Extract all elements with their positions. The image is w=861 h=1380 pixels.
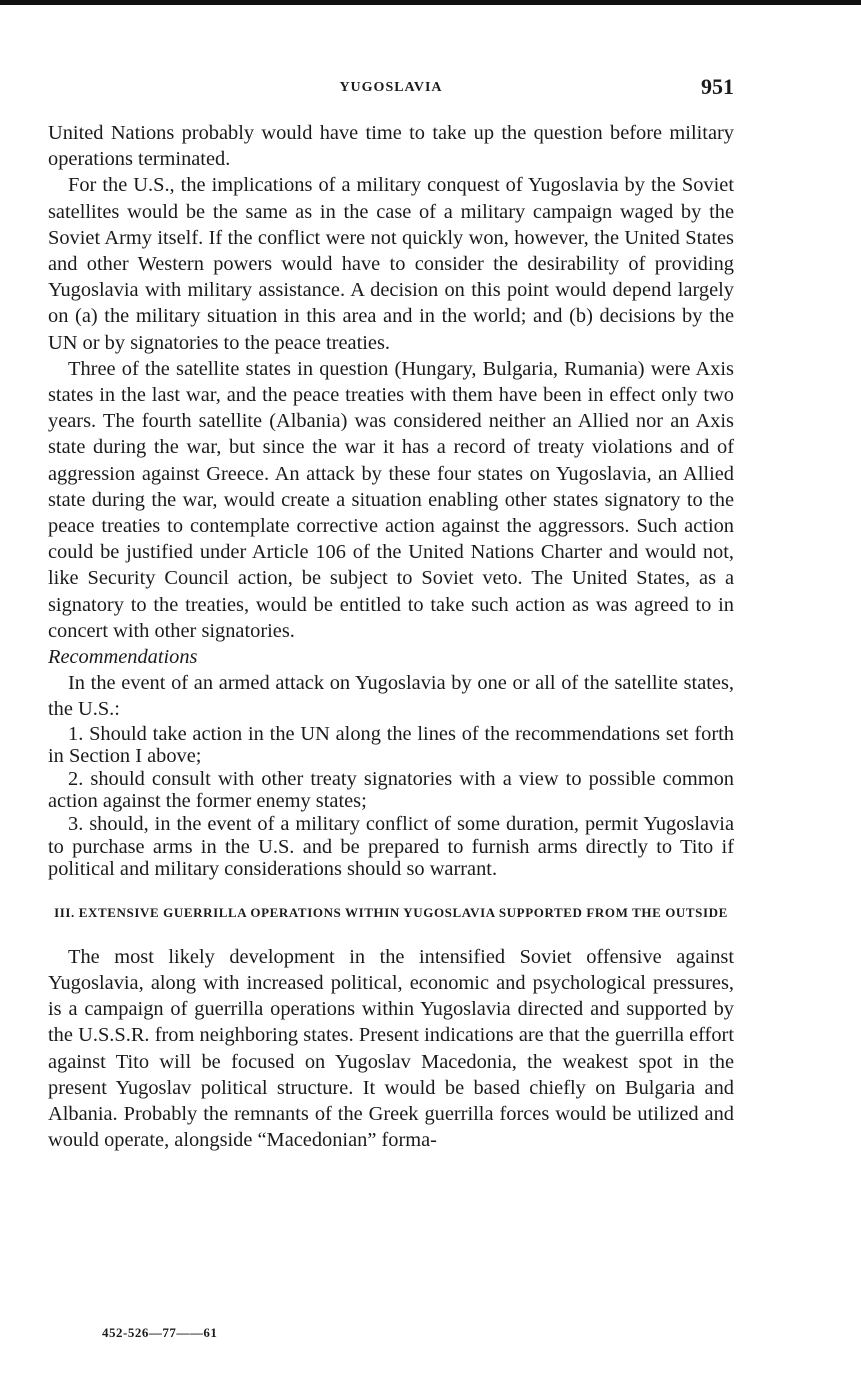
section-iii-heading: III. EXTENSIVE GUERRILLA OPERATIONS WITHIN YUGOSLAVIA SUPPORTED FROM THE OUTSIDE	[54, 904, 728, 920]
section-iii-paragraph: The most likely development in the intensified Soviet offensive against Yugoslavia, along with increased political, economic and psychological pressures, is a campaign of guerrilla operations within Yugoslavia directed and supported by the U.S.S.R. from neighboring states. Present indications are that the guerrilla effort against Tito will be focused on Yugoslav Macedonia, the weakest spot in the present Yugoslav political structure. It would be based chiefly on Bulgaria and Albania. Probably the remnants of the Greek guerrilla forces would be utilized and would operate, alongside “Macedonian” forma-	[48, 945, 734, 1152]
paragraph-satellite-states: Three of the satellite states in question (Hungary, Bulgaria, Rumania) were Axis states in the last war, and the peace treaties with them have been in effect only two years. The fourth satellite (Albania) was considered neither an Allied nor an Axis state during the war, but since the war it has a record of treaty violations and of aggression against Greece. An attack by these four states on Yugoslavia, an Allied state during the war, would create a situation enabling other states signatory to the peace treaties to contemplate corrective action against the aggressors. Such action could be justified under Article 106 of the United Nations Charter and would not, like Security Council action, be subject to Soviet veto. The United States, as a signatory to the treaties, would be entitled to take such action as was agreed to in concert with other signatories.	[48, 357, 734, 642]
paragraph-implications: For the U.S., the implications of a military conquest of Yugoslavia by the Soviet satellites would be the same as in the case of a military campaign waged by the Soviet Army itself. If the conflict were not quickly won, however, the United States and other Western powers would have to consider the desirability of providing Yugoslavia with military assistance. A decision on this point would depend largely on (a) the military situation in this area and in the world; and (b) decisions by the UN or by signatories to the peace treaties.	[48, 174, 734, 354]
recommendations-heading: Recommendations	[48, 646, 198, 669]
recommendation-item: 3. should, in the event of a military conflict of some duration, permit Yugoslavia to purchase arms in the U.S. and be prepared to furnish arms directly to Tito if political and military considerations should so warrant.	[48, 813, 734, 881]
scan-top-edge	[0, 0, 861, 5]
running-head: YUGOSLAVIA	[339, 80, 443, 95]
recommendations-section	[48, 644, 734, 881]
printer-signature: 452-526—77——61	[102, 1325, 218, 1340]
page-body	[48, 120, 734, 1153]
paragraph-continuation: United Nations probably would have time to take up the question before military operations terminated.	[48, 122, 734, 171]
recommendation-item: 1. Should take action in the UN along the lines of the recommendations set forth in Section I above;	[48, 722, 734, 768]
page-header	[48, 74, 734, 104]
recommendation-item: 2. should consult with other treaty signatories with a view to possible common action against the former enemy states;	[48, 767, 734, 813]
page-number: 951	[701, 74, 734, 99]
recommendations-list	[48, 723, 734, 881]
recommendations-intro: In the event of an armed attack on Yugoslavia by one or all of the satellite states, the U.S.:	[48, 672, 734, 721]
